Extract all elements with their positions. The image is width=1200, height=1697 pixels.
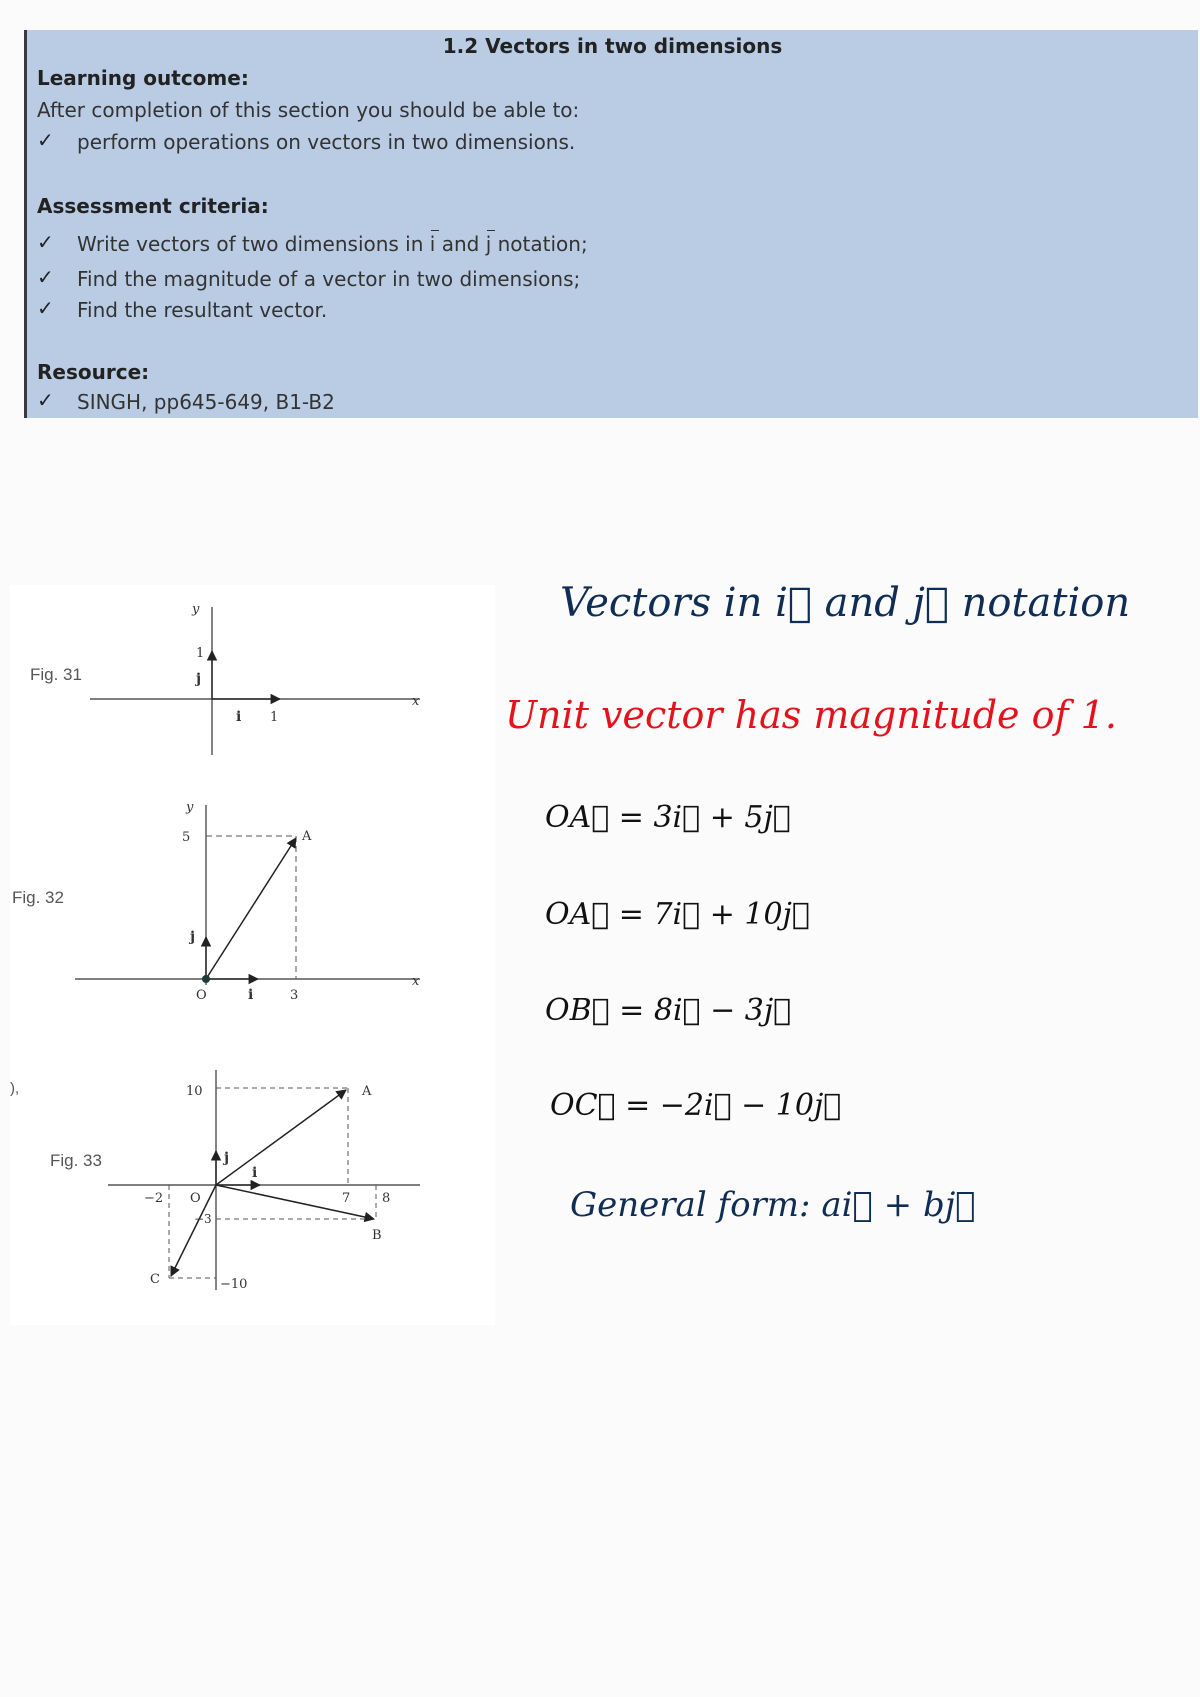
- fig33-ob-arrow: [216, 1185, 374, 1219]
- assessment-heading: Assessment criteria:: [37, 194, 269, 218]
- section-title: 1.2 Vectors in two dimensions: [442, 34, 783, 58]
- equation-oa-2: OA⃗ = 7i⃗ + 10j⃗: [545, 897, 810, 932]
- fig32-a-label: A: [302, 829, 312, 844]
- objectives-panel: [24, 30, 1198, 418]
- criterion-notation-prefix: Write vectors of two dimensions in: [77, 232, 424, 256]
- resource-item: SINGH, pp645-649, B1-B2: [77, 390, 335, 414]
- fig31-j-label: j: [196, 671, 202, 687]
- notes-heading: Vectors in i⃗ and j⃗ notation: [560, 580, 1131, 626]
- fig33-side-mark: ),: [10, 1080, 20, 1097]
- fig32-three: 3: [290, 988, 299, 1003]
- intro-text: After completion of this section you should be able to:: [37, 98, 580, 122]
- equation-oa-1: OA⃗ = 3i⃗ + 5j⃗: [545, 800, 791, 835]
- fig33-neg-ten: −10: [220, 1277, 248, 1292]
- fig33-ten: 10: [186, 1084, 203, 1099]
- criterion-notation: [77, 232, 588, 256]
- check-icon: ✓: [37, 296, 54, 320]
- criterion-notation-suffix: notation;: [497, 232, 588, 256]
- fig32-i-label: i: [248, 987, 254, 1003]
- check-icon: ✓: [37, 230, 54, 254]
- fig32-j-label: j: [190, 929, 196, 945]
- criterion-notation-and: and: [441, 232, 480, 256]
- equation-ob: OB⃗ = 8i⃗ − 3j⃗: [545, 993, 792, 1028]
- fig-32: [12, 800, 420, 1003]
- fig32-five: 5: [182, 830, 191, 845]
- fig31-x-label: x: [412, 694, 420, 709]
- outcome-item: perform operations on vectors in two dimensions.: [77, 130, 576, 154]
- fig33-eight: 8: [382, 1191, 391, 1206]
- check-icon: ✓: [37, 388, 54, 412]
- fig33-seven: 7: [342, 1191, 351, 1206]
- unit-vector-note: Unit vector has magnitude of 1.: [505, 693, 1117, 737]
- fig32-label: Fig. 32: [12, 888, 64, 907]
- fig31-label: Fig. 31: [30, 665, 82, 684]
- figures-svg: [10, 585, 495, 1325]
- fig33-a-label: A: [362, 1084, 372, 1099]
- fig33-b-label: B: [372, 1228, 382, 1243]
- j-vector-symbol: j: [485, 232, 492, 256]
- check-icon: ✓: [37, 265, 54, 289]
- criterion-resultant: Find the resultant vector.: [77, 298, 328, 322]
- fig32-y-label: y: [186, 800, 194, 815]
- general-form-note: General form: ai⃗ + bj⃗: [570, 1185, 976, 1225]
- fig31-y-label: y: [192, 602, 200, 617]
- fig32-origin-dot: [202, 975, 210, 983]
- fig33-c-label: C: [150, 1272, 160, 1287]
- criterion-magnitude: Find the magnitude of a vector in two dimensions;: [77, 267, 581, 291]
- fig-33: [10, 1070, 420, 1292]
- figures-panel: [10, 585, 495, 1325]
- fig33-label: Fig. 33: [50, 1151, 102, 1170]
- fig33-j-label: j: [224, 1150, 230, 1166]
- i-vector-symbol: i: [429, 232, 436, 256]
- learning-outcome-heading: Learning outcome:: [37, 66, 249, 90]
- fig33-neg-three: −3: [194, 1212, 212, 1226]
- fig32-o-label: O: [196, 988, 207, 1003]
- resource-heading: Resource:: [37, 360, 150, 384]
- fig32-oa-arrow: [206, 838, 296, 979]
- equation-oc: OC⃗ = −2i⃗ − 10j⃗: [550, 1088, 842, 1123]
- fig33-o-label: O: [190, 1191, 201, 1206]
- check-icon: ✓: [37, 128, 54, 152]
- fig31-one-y: 1: [196, 646, 205, 661]
- fig33-i-label: i: [252, 1165, 258, 1181]
- fig33-neg-two: −2: [144, 1191, 164, 1206]
- fig-31: [30, 602, 420, 755]
- fig31-one-x: 1: [270, 710, 279, 725]
- fig31-i-label: i: [236, 709, 242, 725]
- fig33-oa-arrow: [216, 1090, 346, 1185]
- fig32-x-label: x: [412, 974, 420, 989]
